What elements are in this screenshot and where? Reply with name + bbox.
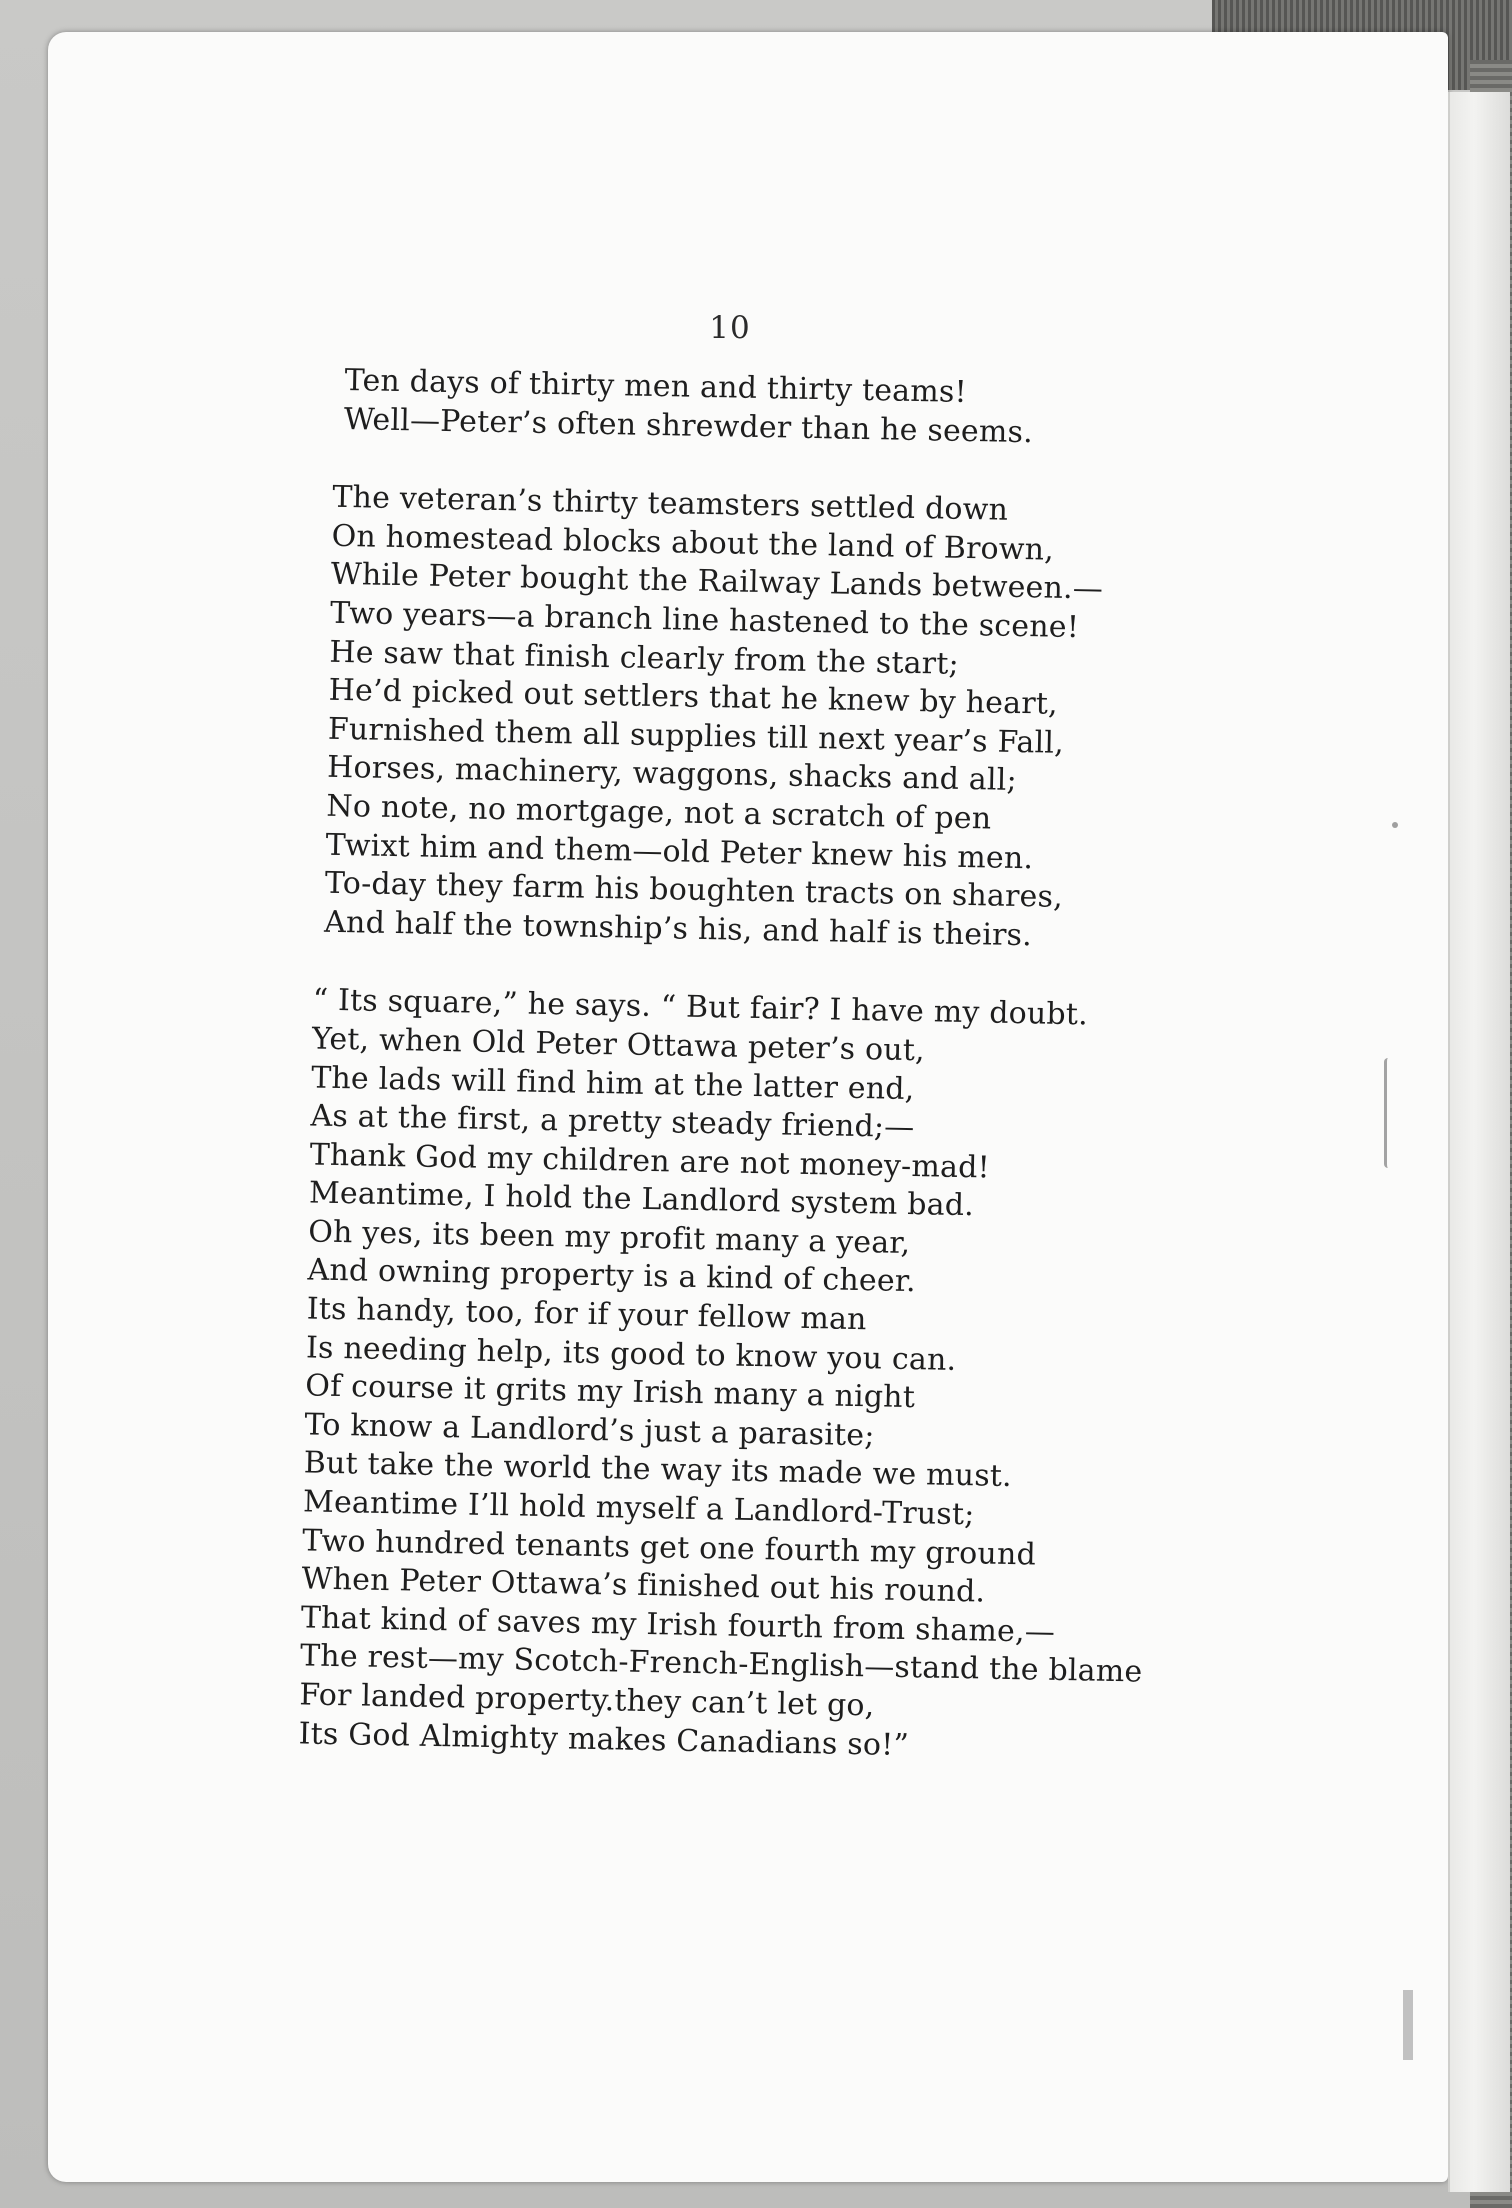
poem-line: Ten days of thirty men and thirty teams! [344, 362, 968, 410]
poem-line: As at the first, a pretty steady friend;— [310, 1098, 915, 1146]
poem-line: Yet, when Old Peter Ottawa peter’s out, [311, 1021, 926, 1069]
poem-line: Thank God my children are not money-mad! [309, 1137, 991, 1186]
poem-line: When Peter Ottawa’s finished out his round. [301, 1561, 986, 1610]
page-gutter [1448, 92, 1510, 2192]
poem-line: On homestead blocks about the land of Brown, [331, 518, 1055, 568]
poem-line: Twixt him and them—old Peter knew his men. [325, 827, 1034, 876]
poem-line: To know a Landlord’s just a parasite; [304, 1407, 875, 1454]
poem-line: He saw that finish clearly from the start; [329, 634, 960, 682]
poem-body [298, 362, 1245, 1771]
poem-line: Furnished them all supplies till next year’s Fall, [327, 711, 1065, 761]
poem-line: The rest—my Scotch-French-English—stand the blame [299, 1638, 1143, 1690]
poem-line: To-day they farm his boughten tracts on shares, [324, 865, 1064, 916]
poem-line: No note, no mortgage, not a scratch of pen [326, 788, 992, 837]
poem-line: And owning property is a kind of cheer. [307, 1252, 917, 1300]
stanza-3 [298, 982, 1233, 1771]
page-number: 10 [709, 310, 751, 346]
poem-line: Meantime I’ll hold myself a Landlord-Trust; [302, 1484, 975, 1533]
poem-line: And half the township’s his, and half is theirs. [323, 904, 1033, 954]
poem-line: The veteran’s thirty teamsters settled down [332, 479, 1009, 528]
poem-line: Of course it grits my Irish many a night [304, 1368, 916, 1416]
poem-line: For landed property.they can’t let go, [299, 1677, 875, 1724]
poem-line: Well—Peter’s often shrewder than he seems. [343, 401, 1034, 450]
poem-line: But take the world the way its made we must. [303, 1445, 1013, 1495]
page-blemish [1384, 1058, 1395, 1168]
poem-line: While Peter bought the Railway Lands between.— [330, 557, 1104, 607]
poem-line: The lads will find him at the latter end, [310, 1059, 915, 1107]
poem-line: Meantime, I hold the Landlord system bad. [308, 1175, 975, 1224]
poem-line: Its God Almighty makes Canadians so!” [298, 1715, 910, 1763]
poem-line: Horses, machinery, waggons, shacks and all; [326, 750, 1018, 799]
poem-line: “ Its square,” he says. “ But fair? I have my doubt. [312, 982, 1089, 1033]
page-blemish [1403, 1990, 1413, 2060]
stanza-2 [323, 479, 1243, 959]
poem-line: That kind of saves my Irish fourth from shame,— [300, 1600, 1056, 1650]
poem-line: Is needing help, its good to know you can. [305, 1330, 957, 1378]
page-blemish [1392, 822, 1398, 828]
poem-line: Oh yes, its been my profit many a year, [307, 1214, 911, 1261]
poem-line: Two years—a branch line hastened to the scene! [329, 595, 1080, 646]
poem-line: Its handy, too, for if your fellow man [306, 1291, 867, 1338]
poem-line: Two hundred tenants get one fourth my ground [302, 1523, 1037, 1573]
poem-line: He’d picked out settlers that he knew by heart, [328, 672, 1059, 722]
